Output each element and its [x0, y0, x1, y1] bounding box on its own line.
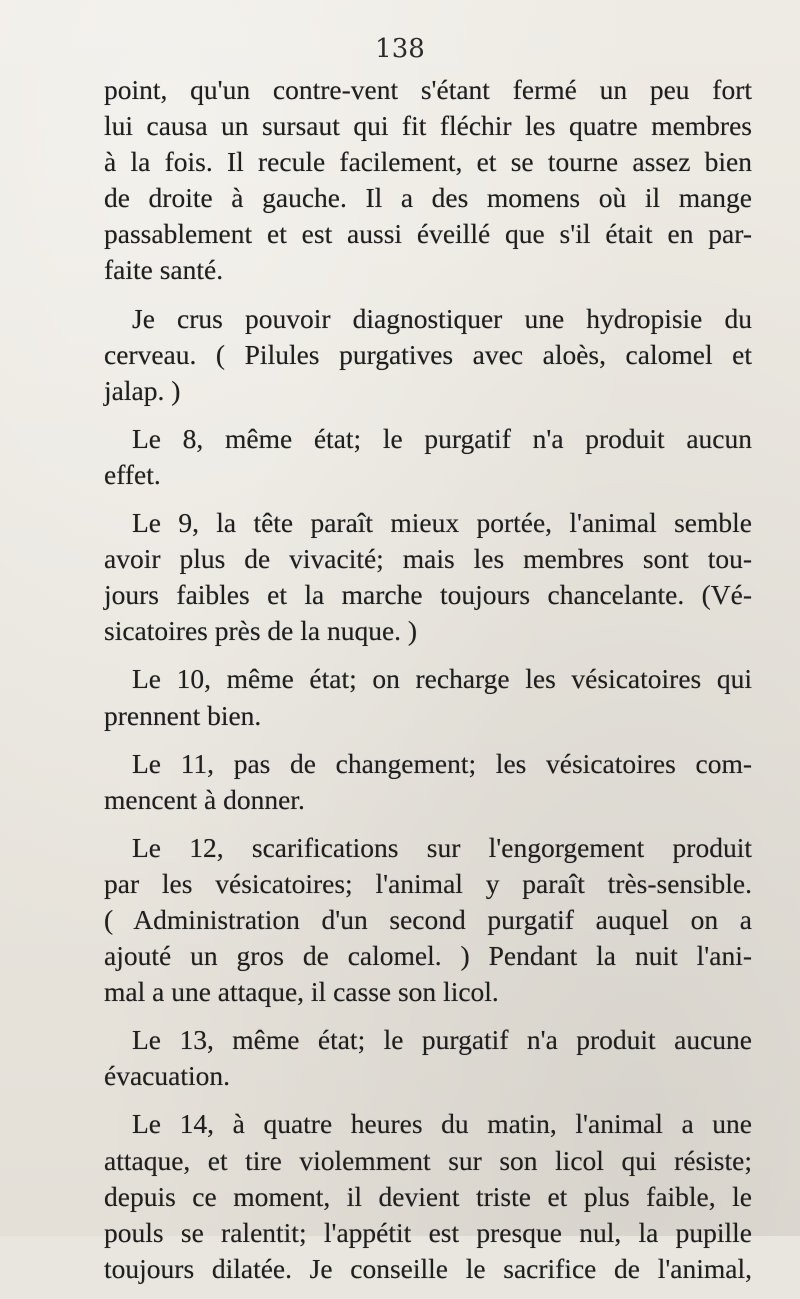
text-line: attaque, et tire violemment sur son licol qui résiste;	[104, 1144, 752, 1176]
paragraph	[104, 421, 752, 493]
text-line: mencent à donner.	[104, 783, 305, 815]
text-line: Le 8, même état; le purgatif n'a produit aucun	[132, 422, 752, 454]
text-line: par les vésicatoires; l'animal y paraît très-sensible.	[104, 867, 752, 899]
text-line: toujours dilatée. Je conseille le sacrifice de l'animal,	[104, 1252, 752, 1284]
text-line: Le 11, pas de changement; les vésicatoires com-	[132, 747, 752, 779]
text-line: Je crus pouvoir diagnostiquer une hydropisie du	[132, 302, 752, 334]
paragraph	[104, 1106, 752, 1286]
text-line: de droite à gauche. Il a des momens où il mange	[104, 182, 752, 214]
text-line: avoir plus de vivacité; mais les membres sont tou-	[104, 543, 752, 575]
text-line: Le 12, scarifications sur l'engorgement produit	[132, 831, 752, 863]
text-line: sicatoires près de la nuque. )	[104, 615, 418, 647]
text-line: mal a une attaque, il casse son licol.	[104, 976, 499, 1008]
text-line: Le 13, même état; le purgatif n'a produit aucune	[132, 1024, 752, 1056]
paragraph	[104, 746, 752, 818]
text-line: prennent bien.	[104, 699, 262, 731]
paragraph	[104, 1022, 752, 1094]
text-line: lui causa un sursaut qui fit fléchir les quatre membres	[104, 110, 752, 142]
text-line: ajouté un gros de calomel. ) Pendant la nuit l'ani-	[104, 940, 752, 972]
text-line: faite santé.	[104, 254, 224, 286]
text-line: point, qu'un contre-vent s'étant fermé un peu fort	[104, 74, 752, 105]
text-line: à la fois. Il recule facilement, et se tourne assez bien	[104, 146, 752, 178]
paragraph	[104, 72, 752, 289]
page-number: 138	[375, 34, 425, 64]
text-line: jours faibles et la marche toujours chancelante. (Vé-	[104, 579, 752, 611]
paragraph	[104, 661, 752, 733]
text-line: cerveau. ( Pilules purgatives avec aloès, calomel et	[104, 338, 752, 370]
text-line: évacuation.	[104, 1060, 230, 1092]
text-line: depuis ce moment, il devient triste et plus faible, le	[104, 1180, 752, 1212]
text-line: ( Administration d'un second purgatif auquel on a	[104, 903, 752, 935]
paragraph	[104, 301, 752, 409]
text-line: jalap. )	[104, 374, 181, 406]
text-line: pouls se ralentit; l'appétit est presque nul, la pupille	[104, 1216, 752, 1248]
text-line: passablement et est aussi éveillé que s'il était en par-	[104, 218, 752, 250]
text-line: Le 10, même état; on recharge les vésicatoires qui	[132, 663, 752, 695]
text-line: effet.	[104, 458, 161, 490]
paragraph	[104, 505, 752, 649]
paragraph	[104, 830, 752, 1010]
text-line: Le 9, la tête paraît mieux portée, l'animal semble	[132, 507, 752, 539]
text-line: Le 14, à quatre heures du matin, l'animal a une	[132, 1108, 752, 1140]
body-text	[104, 72, 752, 1299]
